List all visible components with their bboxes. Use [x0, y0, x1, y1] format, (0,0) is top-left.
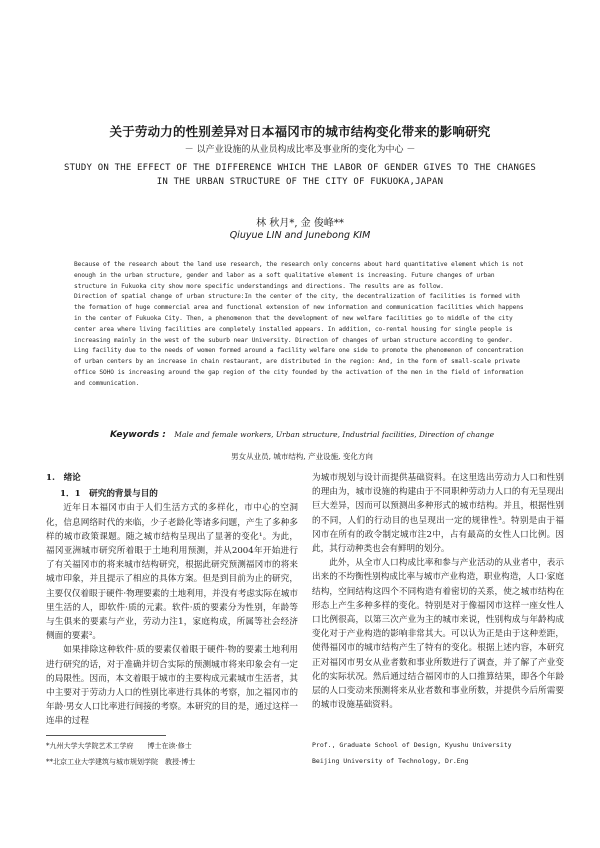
body-paragraph: 此外，从全市人口构成比率和参与产业活动的从业者中，表示出来的不均衡性别构成比率与城市产业构造，职业构造，人口·家庭结构，空间结构这四个不同构造有着密切的关系，使之城市结构在形态上产生多种多样的变化。特别是对于像福冈市这样一座女性人口比例很高，以第三次产业为主的城市来说，性别构成与年龄构成变化对于产业构造的影响非常其大。可以认为正是由于这种差距，使得福冈市的城市结构产生了特有的变化。根据上述内容，本研究正对福冈市男女从业者数和事业所数进行了调查，并了解了产业变化的实际状况。然后通过结合福冈市的人口推算结果，即各个年龄层的人口变动来预测将来从业者数和事业所数，并提供今后所需要的城市设施基础资料。	[312, 558, 564, 711]
keywords-label: Keywords :	[109, 430, 166, 440]
footnote-affiliation-2-en: Beijing University of Technology, Dr.Eng	[312, 757, 469, 765]
paper-subtitle: － 以产业设施的从业员构成比率及事业所的变化为中心 －	[184, 145, 416, 155]
authors-english: Qiuyue LIN and Junebong KIM	[229, 230, 371, 241]
english-title-line-1: STUDY ON THE EFFECT OF THE DIFFERENCE WHICH THE LABOR OF GENDER GIVES TO THE CHANGES	[64, 163, 536, 173]
english-title-line-2: IN THE URBAN STRUCTURE OF THE CITY OF FUKUOKA,JAPAN	[156, 176, 444, 187]
body-paragraph: 为城市规划与设计而提供基础资料。在这里选出劳动力人口和性别的理由为，城市设施的构建由于不同职种劳动力人口的有无呈现出巨大差异，因而可以预测出多种形式的城市结构。并且，根据性别的不同，人们的行动目的也呈现出一定的规律性³。特别是由于福冈市在所有的政令制定城市注2中，占有最高的女性人口比例。因此，其行动种类也会有鲜明的划分。	[312, 473, 564, 555]
keywords-list: Male and female workers, Urban structure, Industrial facilities, Direction of change	[174, 430, 495, 439]
abstract-paragraph-1: Because of the research about the land use research, the research only concerns about hard quantitative element which is not enough in the urban structure, gender and labor as a soft qualitative element is increasing. Future changes of urban structure in Fukuoka city show more specific understandings and directions. The results are as follow.	[74, 261, 524, 290]
section-heading: 1. 绪论	[46, 473, 81, 483]
abstract-paragraph-2: Direction of spatial change of urban structure:In the center of the city, the decentralization of facilities is formed with the formation of huge commercial area and functional extension of new information and communication facilities which happens in the center of Fukuoka City. Then, a phenomenon that the development of new welfare facilities go to middle of the city center area where living facilities are completely installed appears. In addition, co-rental housing for single people is increasing mainly in the west of the suburb near University. Direction of changes of urban structure according to gender. Ling facility due to the needs of women formed around a facility welfare one side to promote the phenomenon of concentration of urban centers by an increase in chain restaurant, are distributed in the region: And, in the form of small-scale private office SOHO is increasing around the gap region of the city founded by the activation of the men in the field of information and communication.	[74, 293, 524, 387]
keywords-chinese: 男女从业员, 城市结构, 产业设施, 变化方向	[231, 452, 373, 461]
authors-chinese: 林 秋月*, 金 俊峰**	[256, 218, 344, 229]
english-title	[40, 162, 560, 189]
paper-title: 关于劳动力的性别差异对日本福冈市的城市结构变化带来的影响研究	[109, 124, 491, 139]
footnote-affiliation-1-en: Prof., Graduate School of Design, Kyushu University	[312, 741, 512, 749]
body-column-right	[312, 471, 564, 712]
footnote-affiliation-1: *九州大学大学院艺术工学府 博士在读·修士	[46, 742, 192, 750]
footnote-divider	[46, 735, 166, 736]
subsection-heading: 1．1 研究的背景与目的	[60, 489, 158, 500]
body-paragraph: 如果排除这种软件·质的要素仅着眼于硬件·物的要素土地利用进行研究的话，对于准确并切合实际的预测城市将来印象会有一定的局限性。因而，本文着眼于城市的主要构成元素城市生活者，其中主要对于劳动力人口的性别比率进行具体的考察，加之福冈市的年龄·男女人口比率进行间接的考察。本研究的目的是，通过这样一连串的过程	[46, 645, 298, 727]
keywords-english	[74, 430, 530, 440]
footnote-affiliation-2: **北京工业大学建筑与城市规划学院 教授·博士	[46, 758, 196, 766]
body-column-left	[46, 471, 298, 729]
abstract	[74, 260, 530, 390]
body-paragraph: 近年日本福冈市由于人们生活方式的多样化，市中心的空洞化，信息网络时代的来临，少子老龄化等诸多问题，产生了多种多样的城市政策课题。随之城市结构呈现出了显著的变化¹。为此，福冈亚洲城市研究所着眼于土地利用预测，并从2004年开始进行了有关福冈市的将来城市结构研究，根据此研究预测福冈市的将来城市印象，并且提示了相应的具体方案。但是到目前为止的研究，主要仅仅着眼于硬件·物理要素的土地利用，并没有考虑实际在城市里生活的人，即软件·质的元素。软件·质的要素分为性别，年龄等与生俱来的要素与产业，劳动力注1，家庭构成，所属等社会经济侧面的要素²。	[46, 503, 298, 642]
